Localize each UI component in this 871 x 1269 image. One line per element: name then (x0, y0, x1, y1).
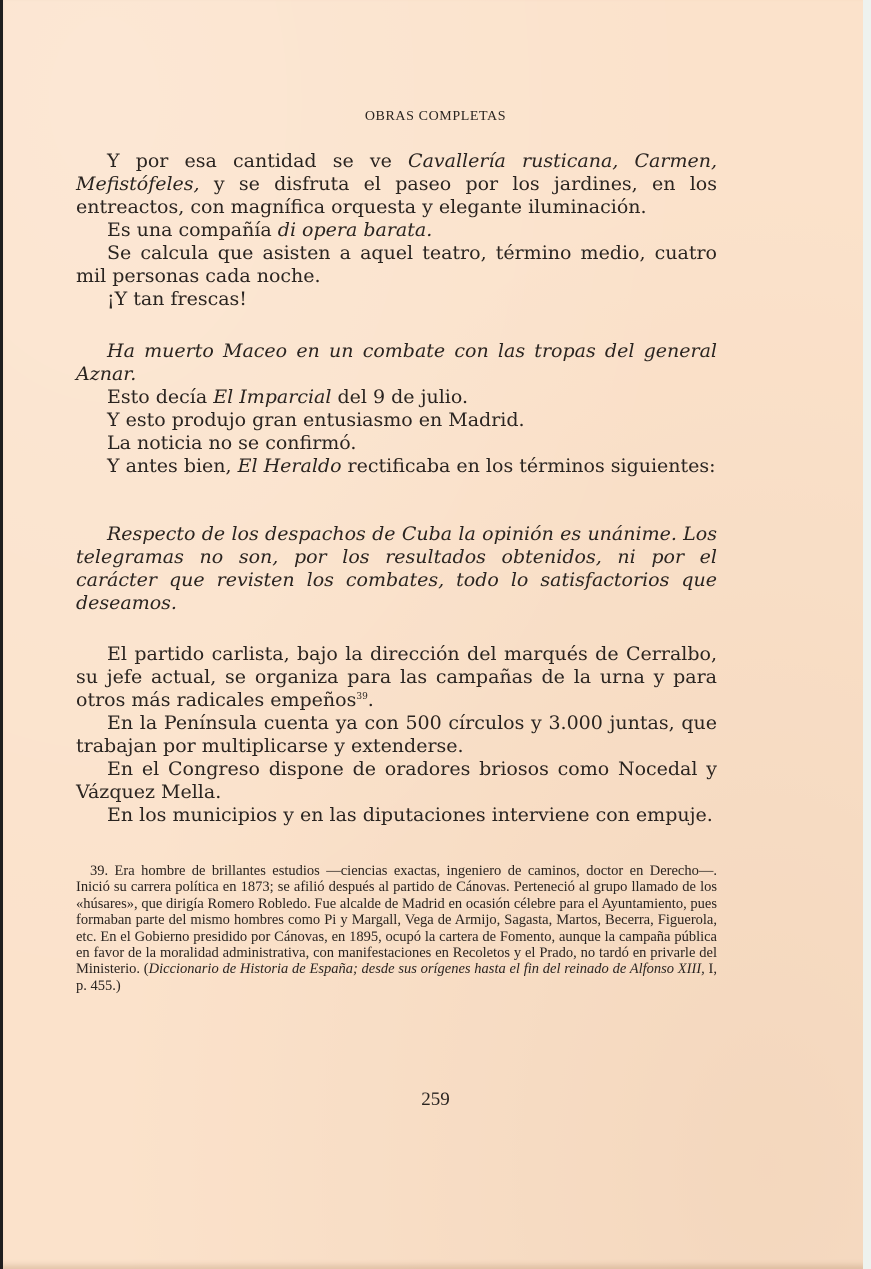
paragraph: Se calcula que asisten a aquel teatro, término medio, cuatro mil personas cada noche. (76, 242, 717, 287)
quoted-news: Respecto de los despachos de Cuba la opinión es unánime. Los telegramas no son, por los resultados obtenidos, ni por el carácter que revisten los combates, todo lo satisfactorios que deseamos. (76, 523, 717, 614)
paragraph: Y esto produjo gran entusiasmo en Madrid. (107, 409, 525, 431)
paragraph: Y por esa cantidad se ve Cavallería rusticana, Carmen, Mefistófeles, y se disfruta el paseo por los jardines, en los entreactos, con magnífica orquesta y elegante iluminación. (76, 150, 717, 218)
text-block-opera (76, 150, 717, 311)
footnote-reference[interactable]: 39 (356, 692, 368, 702)
newspaper-name: El Heraldo (237, 455, 342, 477)
footnote-text: 39. Era hombre de brillantes estudios —ciencias exactas, ingeniero de caminos, doctor en Derecho—. Inició su carrera política en 1873; se afilió después al partido de Cánovas. Perteneció al grupo llamado de los «húsares», que dirigía Romero Robledo. Fue alcalde de Madrid en ocasión célebre para el Ayuntamiento, pues formaban parte del mismo hombres como Pi y Margall, Vega de Armijo, Sagasta, Martos, Becerra, Figuerola, etc. En el Gobierno presidido por Cánovas, en 1895, ocupó la cartera de Fomento, aunque la campaña pública en favor de la moralidad administrativa, con manifestaciones en Recoletos y el Prado, no tardó en privarle del Ministerio. (Diccionario de Historia de España; desde sus orígenes hasta el fin del reinado de Alfonso XIII, I, p. 455.) (76, 863, 717, 994)
text-block-maceo (76, 340, 717, 478)
italic-phrase: di opera barata. (277, 219, 433, 241)
opera-titles: Cavallería rusticana, Carmen, Mefistófeles, (76, 150, 717, 195)
paragraph: En la Península cuenta ya con 500 círculos y 3.000 juntas, que trabajan por multiplicarse y extenderse. (76, 712, 717, 757)
paragraph: En el Congreso dispone de oradores briosos como Nocedal y Vázquez Mella. (76, 758, 717, 803)
paragraph: El partido carlista, bajo la dirección del marqués de Cerralbo, su jefe actual, se organiza para las campañas de la urna y para otros más radicales empeños$^{39}$. (76, 643, 717, 711)
quoted-news: Ha muerto Maceo en un combate con las tropas del general Aznar. (76, 340, 717, 385)
text-block-quote-cuba (76, 523, 717, 615)
paragraph: En los municipios y en las diputaciones interviene con empuje. (107, 804, 713, 826)
text-block-carlista (76, 643, 717, 827)
running-title: OBRAS COMPLETAS (364, 109, 507, 124)
footnote-source: Diccionario de Historia de España; desde sus orígenes hasta el fin del reinado de Alfonso XIII, (148, 961, 705, 978)
newspaper-name: El Imparcial (213, 386, 332, 408)
footnote (76, 863, 717, 994)
page-number: 259 (421, 1089, 450, 1110)
paragraph: La noticia no se confirmó. (107, 432, 357, 454)
paragraph: ¡Y tan frescas! (107, 288, 247, 310)
paragraph: Esto decía El Imparcial del 9 de julio. (107, 386, 468, 408)
paragraph: Es una compañía di opera barata. (107, 219, 433, 241)
paragraph: Y antes bien, El Heraldo rectificaba en los términos siguientes: (107, 455, 716, 477)
